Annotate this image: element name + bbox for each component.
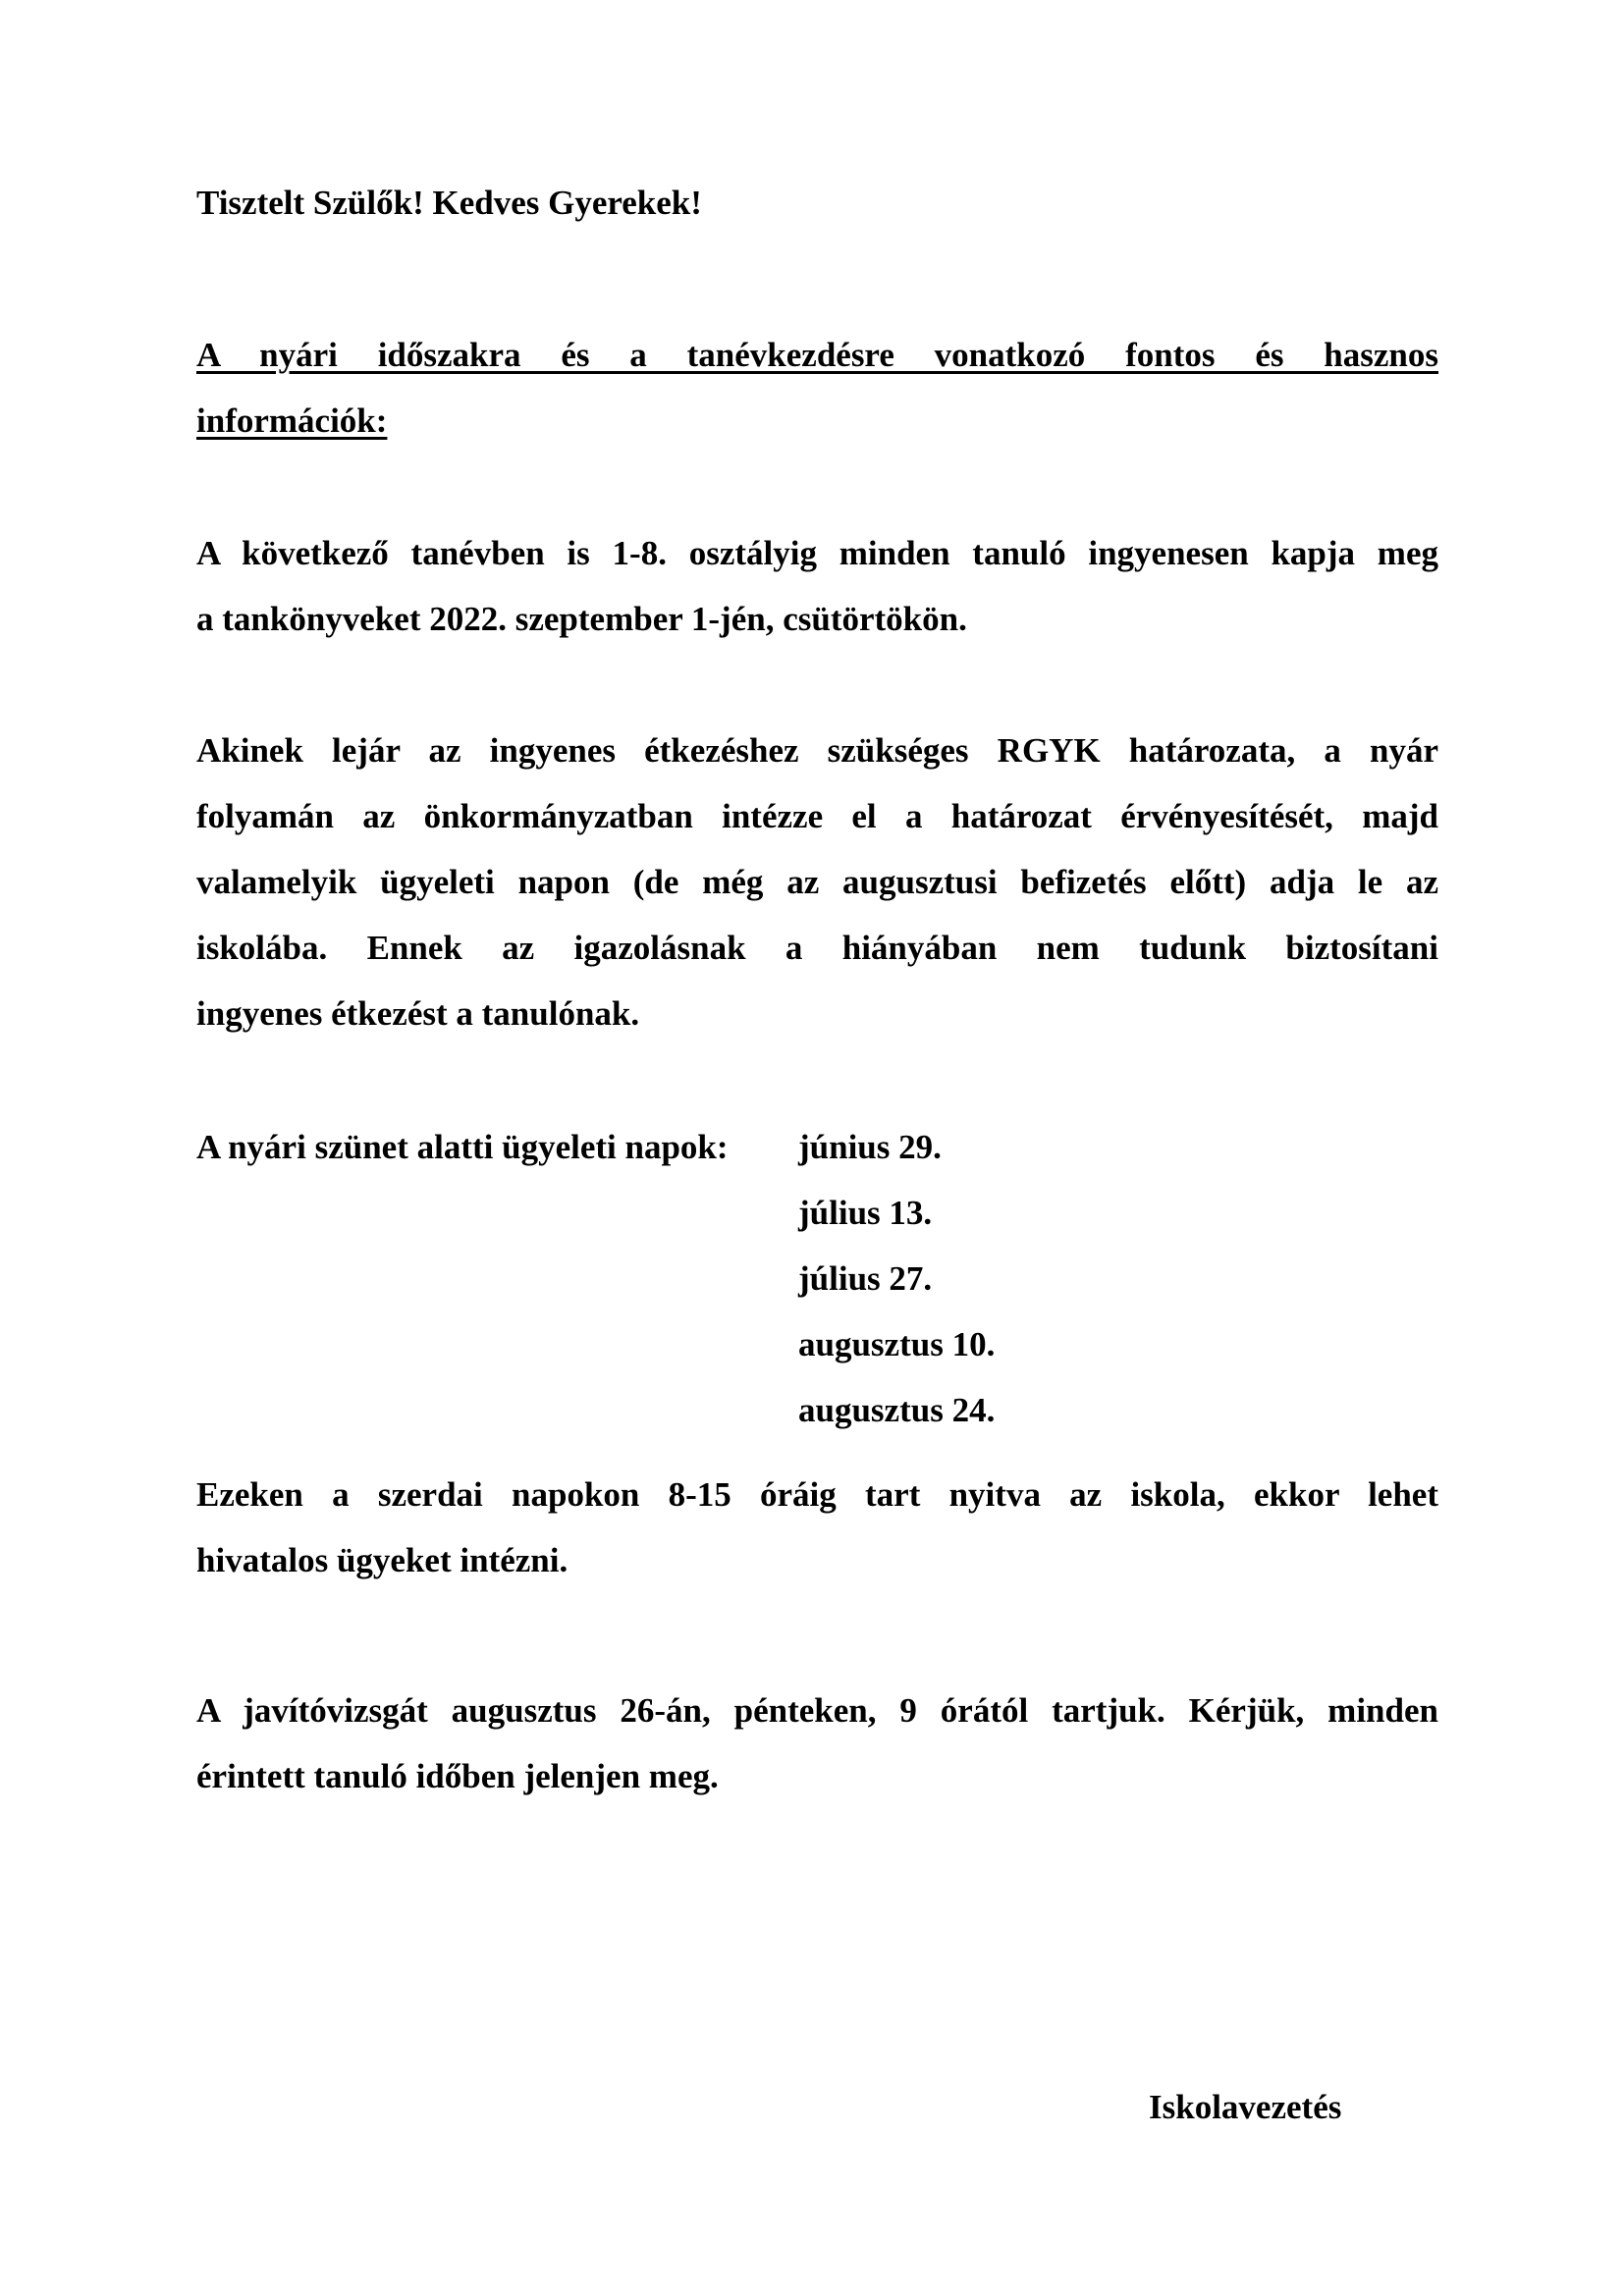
- exam-line-2: érintett tanuló időben jelenjen meg.: [196, 1757, 719, 1795]
- exam-line-1: A javítóvizsgát augusztus 26-án, pénteken, 9 órától tartjuk. Kérjük, minden: [196, 1691, 1438, 1730]
- duty-date-2: július 13.: [798, 1194, 933, 1232]
- duty-date-3: július 27.: [798, 1259, 933, 1298]
- signature: Iskolavezetés: [1149, 2088, 1342, 2126]
- heading-line-1: A nyári időszakra és a tanévkezdésre vonatkozó fontos és hasznos: [196, 336, 1438, 374]
- meals-line-3: valamelyik ügyeleti napon (de még az augusztusi befizetés előtt) adja le az: [196, 863, 1438, 901]
- opening-line-2: hivatalos ügyeket intézni.: [196, 1541, 568, 1579]
- duty-date-5: augusztus 24.: [798, 1391, 996, 1429]
- duty-days-label: A nyári szünet alatti ügyeleti napok:: [196, 1128, 729, 1166]
- greeting: Tisztelt Szülők! Kedves Gyerekek!: [196, 184, 702, 222]
- meals-line-2: folyamán az önkormányzatban intézze el a határozat érvényesítését, majd: [196, 797, 1438, 835]
- meals-line-4: iskolába. Ennek az igazolásnak a hiányában nem tudunk biztosítani: [196, 929, 1438, 967]
- meals-line-5: ingyenes étkezést a tanulónak.: [196, 994, 640, 1033]
- textbooks-line-2: a tankönyveket 2022. szeptember 1-jén, csütörtökön.: [196, 600, 967, 638]
- duty-date-1: június 29.: [798, 1128, 942, 1166]
- textbooks-line-1: A következő tanévben is 1-8. osztályig minden tanuló ingyenesen kapja meg: [196, 534, 1438, 572]
- meals-line-1: Akinek lejár az ingyenes étkezéshez szükséges RGYK határozata, a nyár: [196, 731, 1438, 770]
- opening-line-1: Ezeken a szerdai napokon 8-15 óráig tart nyitva az iskola, ekkor lehet: [196, 1475, 1438, 1514]
- duty-date-4: augusztus 10.: [798, 1325, 996, 1363]
- heading-line-2: információk:: [196, 401, 388, 440]
